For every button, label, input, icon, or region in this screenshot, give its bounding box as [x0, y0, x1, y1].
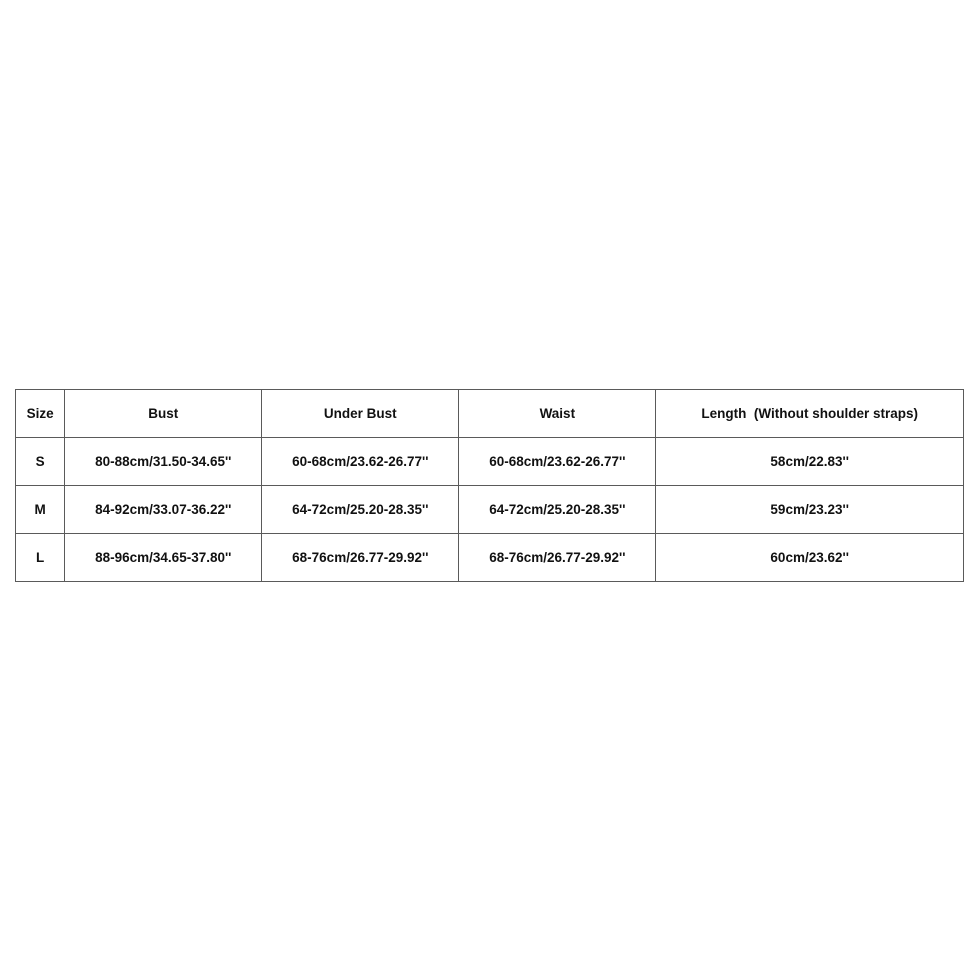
cell-length: 59cm/23.23'': [656, 486, 964, 534]
cell-waist: 60-68cm/23.62-26.77'': [459, 438, 656, 486]
table-row: [16, 534, 964, 582]
cell-size: M: [16, 486, 65, 534]
header-length: Length (Without shoulder straps): [656, 390, 964, 438]
cell-waist: 64-72cm/25.20-28.35'': [459, 486, 656, 534]
cell-length: 58cm/22.83'': [656, 438, 964, 486]
size-chart-table: [15, 389, 964, 582]
cell-size: L: [16, 534, 65, 582]
cell-size: S: [16, 438, 65, 486]
cell-under-bust: 64-72cm/25.20-28.35'': [262, 486, 459, 534]
cell-bust: 88-96cm/34.65-37.80'': [65, 534, 262, 582]
cell-under-bust: 60-68cm/23.62-26.77'': [262, 438, 459, 486]
header-row: [16, 390, 964, 438]
cell-length: 60cm/23.62'': [656, 534, 964, 582]
cell-bust: 80-88cm/31.50-34.65'': [65, 438, 262, 486]
cell-under-bust: 68-76cm/26.77-29.92'': [262, 534, 459, 582]
table-row: [16, 438, 964, 486]
header-size: Size: [16, 390, 65, 438]
header-waist: Waist: [459, 390, 656, 438]
cell-waist: 68-76cm/26.77-29.92'': [459, 534, 656, 582]
header-under-bust: Under Bust: [262, 390, 459, 438]
header-bust: Bust: [65, 390, 262, 438]
table-row: [16, 486, 964, 534]
cell-bust: 84-92cm/33.07-36.22'': [65, 486, 262, 534]
